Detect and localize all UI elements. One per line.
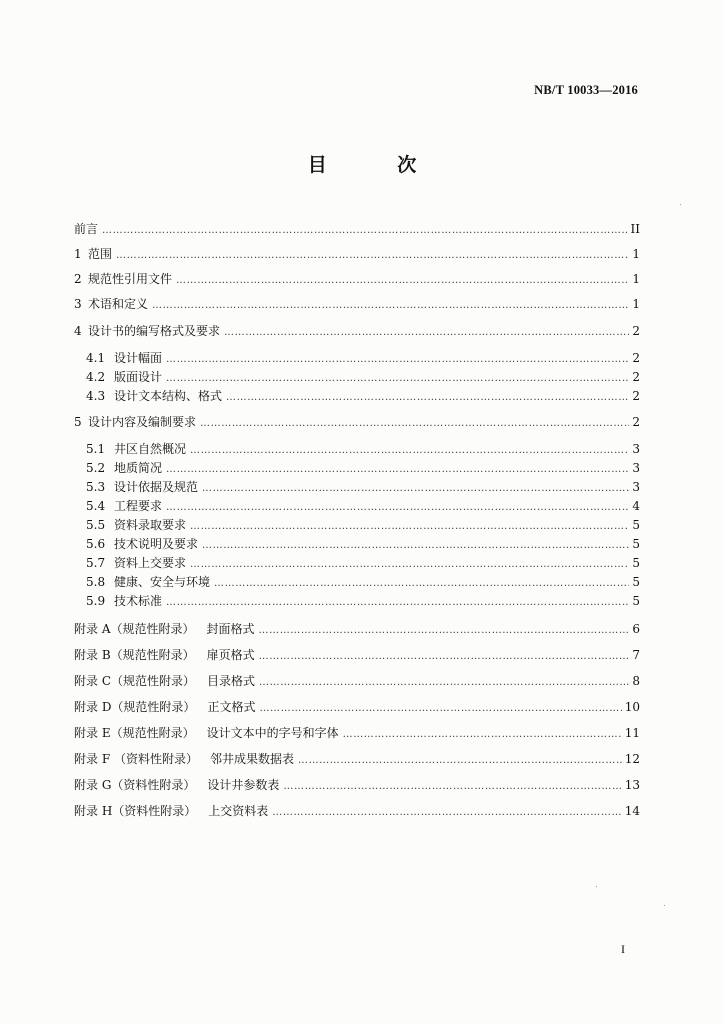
toc-entry-label: 范围 xyxy=(88,247,113,261)
toc-entry-label: 井区自然概况 xyxy=(114,442,187,456)
toc-entry-page: 10 xyxy=(624,700,640,714)
leader-dots xyxy=(166,594,629,612)
toc-entry-5-3[interactable] xyxy=(86,478,640,496)
toc-entry-5-4[interactable] xyxy=(86,497,640,515)
toc-entry-label: 术语和定义 xyxy=(88,297,149,311)
toc-entry-label: 技术说明及要求 xyxy=(114,537,199,551)
toc-entry-label: 技术标准 xyxy=(114,594,163,608)
toc-entry-number: 附录 B（规范性附录） xyxy=(74,648,195,662)
leader-dots xyxy=(202,537,629,555)
toc-entry-page: 5 xyxy=(632,575,640,589)
toc-entry-label: 邻井成果数据表 xyxy=(209,752,294,766)
toc-entry-number: 附录 G（资料性附录） xyxy=(74,778,196,792)
toc-entry-number: 1 xyxy=(74,247,82,261)
leader-dots xyxy=(190,556,629,574)
toc-entry-appendix-d[interactable] xyxy=(74,698,640,716)
toc-entry-4-1[interactable] xyxy=(86,349,640,367)
toc-entry-page: 2 xyxy=(632,351,640,365)
toc-entry-number: 5.2 xyxy=(86,461,106,475)
toc-entry-4[interactable] xyxy=(74,322,640,340)
leader-dots xyxy=(116,247,629,265)
toc-entry-label: 设计书的编写格式及要求 xyxy=(88,324,221,338)
toc-entry-4-3[interactable] xyxy=(86,387,640,405)
toc-entry-label: 设计幅面 xyxy=(114,351,163,365)
leader-dots xyxy=(259,648,629,666)
toc-entry-number: 4 xyxy=(74,324,82,338)
leader-dots xyxy=(166,499,629,517)
toc-entry-appendix-g[interactable] xyxy=(74,776,640,794)
leader-dots xyxy=(343,726,622,744)
standard-code: NB/T 10033—2016 xyxy=(534,83,638,97)
toc-entry-label: 扉页格式 xyxy=(206,648,255,662)
toc-entry-number: 4.2 xyxy=(86,370,106,384)
leader-dots xyxy=(259,622,630,640)
toc-entry-number: 5 xyxy=(74,415,82,429)
leader-dots xyxy=(152,297,629,315)
leader-dots xyxy=(166,461,629,479)
toc-entry-number: 附录 H（资料性附录） xyxy=(74,804,197,818)
toc-entry-page: 2 xyxy=(632,324,640,338)
toc-entry-appendix-a[interactable] xyxy=(74,620,640,638)
toc-entry-page: 3 xyxy=(632,442,640,456)
toc-entry-page: 2 xyxy=(632,415,640,429)
toc-entry-5-1[interactable] xyxy=(86,440,640,458)
toc-entry-number: 附录 A（规范性附录） xyxy=(74,622,195,636)
toc-entry-2[interactable] xyxy=(74,270,640,288)
toc-entry-page: 12 xyxy=(624,752,640,766)
toc-entry-page: 8 xyxy=(632,674,640,688)
toc-entry-page: 5 xyxy=(632,537,640,551)
leader-dots xyxy=(259,674,629,692)
toc-entry-appendix-c[interactable] xyxy=(74,672,640,690)
toc-entry-page: 6 xyxy=(632,622,640,636)
toc-entry-5[interactable] xyxy=(74,413,640,431)
toc-entry-label: 资料录取要求 xyxy=(114,518,187,532)
toc-entry-page: 1 xyxy=(632,272,640,286)
toc-entry-appendix-e[interactable] xyxy=(74,724,640,742)
toc-entry-5-6[interactable] xyxy=(86,535,640,553)
toc-entry-1[interactable] xyxy=(74,245,640,263)
page-number: I xyxy=(621,942,625,956)
toc-entry-page: 7 xyxy=(632,648,640,662)
toc-entry-page: 2 xyxy=(632,370,640,384)
leader-dots xyxy=(259,700,621,718)
toc-entry-page: 2 xyxy=(632,389,640,403)
leader-dots xyxy=(283,778,621,796)
toc-entry-label: 正文格式 xyxy=(207,700,256,714)
toc-entry-number: 3 xyxy=(74,297,82,311)
toc-entry-page: 3 xyxy=(632,480,640,494)
leader-dots xyxy=(166,370,629,388)
toc-entry-number: 附录 F （资料性附录） xyxy=(74,752,198,766)
toc-entry-label: 封面格式 xyxy=(206,622,255,636)
toc-entry-label: 地质简况 xyxy=(114,461,163,475)
toc-entry-5-7[interactable] xyxy=(86,554,640,572)
toc-entry-5-2[interactable] xyxy=(86,459,640,477)
toc-entry-page: 14 xyxy=(624,804,640,818)
toc-entry-page: 11 xyxy=(624,726,640,740)
toc-entry-label: 目录格式 xyxy=(207,674,256,688)
toc-entry-number: 2 xyxy=(74,272,82,286)
toc-entry-number: 4.1 xyxy=(86,351,106,365)
toc-entry-label: 资料上交要求 xyxy=(114,556,187,570)
toc-entry-label: 设计文本中的字号和字体 xyxy=(206,726,339,740)
toc-entry-number: 5.1 xyxy=(86,442,106,456)
toc-entry-label: 设计依据及规范 xyxy=(114,480,199,494)
toc-entry-number: 5.3 xyxy=(86,480,106,494)
toc-entry-5-9[interactable] xyxy=(86,592,640,610)
leader-dots xyxy=(190,518,629,536)
toc-entry-label: 版面设计 xyxy=(114,370,163,384)
toc-entry-page: 3 xyxy=(632,461,640,475)
toc-entry-number: 4.3 xyxy=(86,389,106,403)
leader-dots xyxy=(176,272,629,290)
toc-entry-page: 5 xyxy=(632,594,640,608)
toc-entry-appendix-b[interactable] xyxy=(74,646,640,664)
toc-entry-number: 附录 D（规范性附录） xyxy=(74,700,196,714)
toc-entry-label: 工程要求 xyxy=(114,499,163,513)
leader-dots xyxy=(200,415,629,433)
toc-entry-label: 设计内容及编制要求 xyxy=(88,415,197,429)
toc-entry-label: 设计文本结构、格式 xyxy=(114,389,223,403)
toc-entry-page: 5 xyxy=(632,518,640,532)
leader-dots xyxy=(202,480,629,498)
toc-entry-number: 5.5 xyxy=(86,518,106,532)
toc-entry-number: 附录 C（规范性附录） xyxy=(74,674,195,688)
toc-entry-page: 1 xyxy=(632,297,640,311)
leader-dots xyxy=(166,351,629,369)
toc-entry-appendix-h[interactable] xyxy=(74,802,640,820)
toc-entry-4-2[interactable] xyxy=(86,368,640,386)
leader-dots xyxy=(214,575,629,593)
scan-speck xyxy=(664,905,665,906)
scan-speck xyxy=(596,886,597,887)
toc-entry-number: 5.4 xyxy=(86,499,106,513)
scan-speck xyxy=(680,204,681,205)
toc-entry-number: 5.9 xyxy=(86,594,106,608)
toc-entry-label: 规范性引用文件 xyxy=(88,272,173,286)
toc-entry-number: 5.6 xyxy=(86,537,106,551)
toc-entry-number: 附录 E（规范性附录） xyxy=(74,726,195,740)
toc-entry-number: 5.8 xyxy=(86,575,106,589)
toc-entry-page: 1 xyxy=(632,247,640,261)
toc-entry-label: 前言 xyxy=(74,222,99,236)
toc-entry-foreword[interactable] xyxy=(74,220,640,238)
leader-dots xyxy=(272,804,621,822)
toc-entry-number: 5.7 xyxy=(86,556,106,570)
toc-entry-page: II xyxy=(630,222,640,236)
toc-title: 目 次 xyxy=(307,154,449,176)
leader-dots xyxy=(226,389,629,407)
leader-dots xyxy=(224,324,629,342)
leader-dots xyxy=(102,222,628,240)
toc-entry-label: 设计井参数表 xyxy=(207,778,280,792)
toc-entry-label: 健康、安全与环境 xyxy=(114,575,211,589)
toc-entry-page: 13 xyxy=(624,778,640,792)
toc-entry-5-5[interactable] xyxy=(86,516,640,534)
toc-entry-5-8[interactable] xyxy=(86,573,640,591)
toc-entry-appendix-f[interactable] xyxy=(74,750,640,768)
toc-entry-page: 5 xyxy=(632,556,640,570)
leader-dots xyxy=(190,442,629,460)
leader-dots xyxy=(298,752,622,770)
toc-entry-page: 4 xyxy=(632,499,640,513)
toc-entry-3[interactable] xyxy=(74,295,640,313)
toc-entry-label: 上交资料表 xyxy=(208,804,269,818)
